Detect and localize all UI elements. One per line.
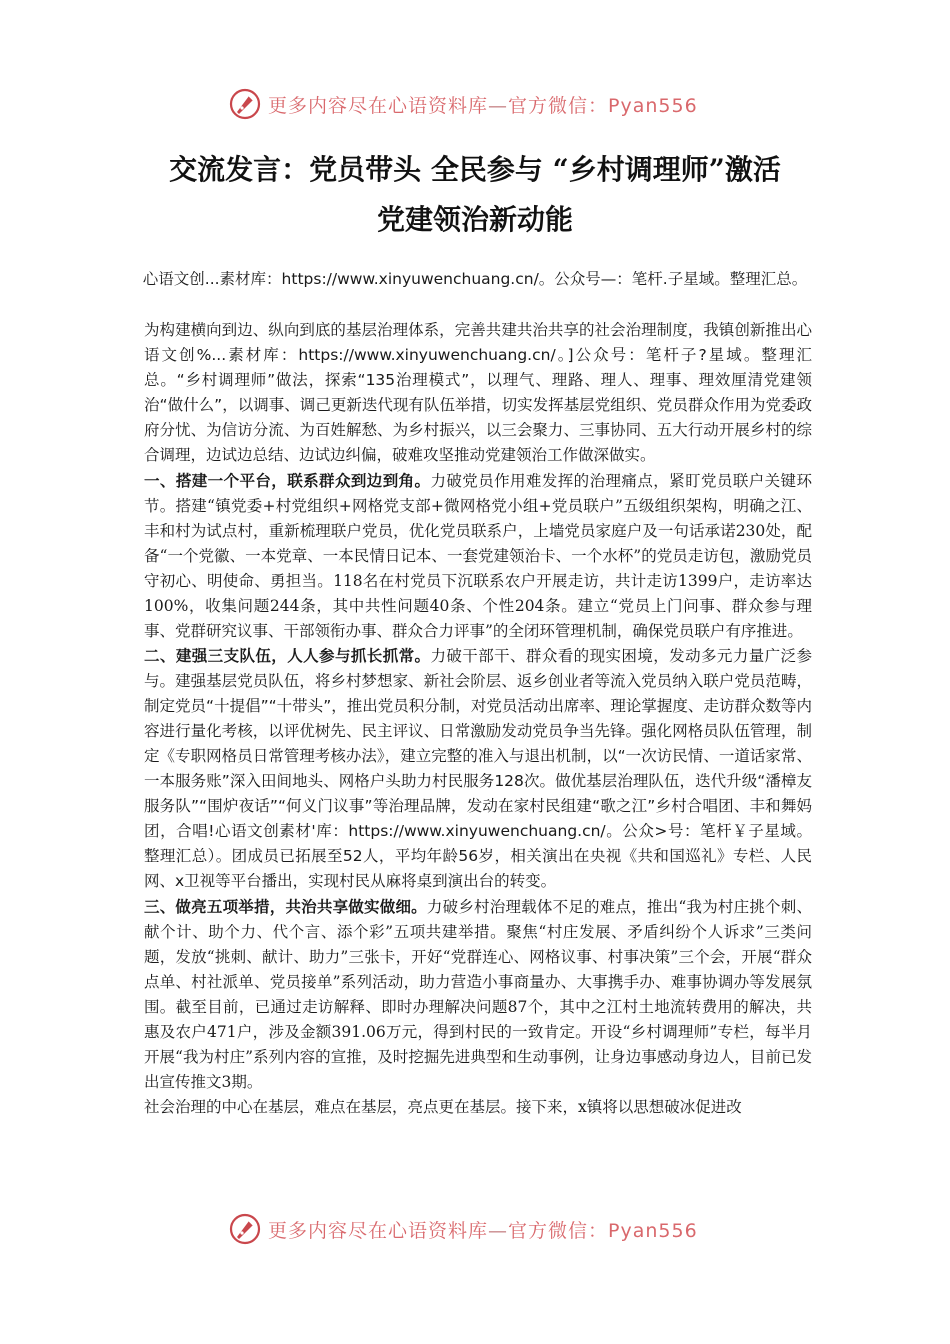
section-1-heading: 一、搭建一个平台，联系群众到边到角。: [144, 471, 431, 490]
banner-content: [228, 1209, 698, 1249]
section-1-body: 力破党员作用难发挥的治理痛点，紧盯党员联户关键环节。搭建“镇党委+村党组织+网格党支部+微网格党小组+党员联户”五级组织架构，明确之江、丰和村为试点村，重新梳理联户党员，优化党员联系户，上墙党员家庭户及一句话承诺230处，配备“一个党徽、一本党章、一本民情日记本、一套党建领治卡、一个水杯”的党员走访包，激励党员守初心、明使命、勇担当。118名在村党员下沉联系农户开展走访，共计走访1399户，走访率达100%，收集问题244条，其中共性问题40条、个性204条。建立“党员上门问事、群众参与理事、党群研究议事、干部领衔办事、群众合力评事”的全闭环管理机制，确保党员联户有序推进。: [144, 472, 812, 640]
section-3-body: 力破乡村治理载体不足的难点，推出“我为村庄挑个刺、献个计、助个力、代个言、添个彩”五项共建举措。聚焦“村庄发展、矛盾纠纷个人诉求”三类问题，发放“挑刺、献计、助力”三张卡，开好“党群连心、网格议事、村事决策”三个会，开展“群众点单、村社派单、党员接单”系列活动，助力营造小事商量办、大事携手办、难事协调办等发展氛围。截至目前，已通过走访解释、即时办理解决问题87个，其中之江村土地流转费用的解决，共惠及农户471户，涉及金额391.06万元，得到村民的一致肯定。开设“乡村调理师”专栏，每半月开展“我为村庄”系列内容的宣推，及时挖掘先进典型和生动事例，让身边事感动身边人，目前已发出宣传推文3期。: [144, 898, 812, 1091]
section-3-heading: 三、做亮五项举措，共治共享做实做细。: [144, 897, 427, 916]
document-body: [144, 318, 812, 1120]
source-line: 心语文创...素材库：https://www.xinyuwenchuang.cn/。公众号—：笔杆.子星域。整理汇总。: [142, 270, 808, 288]
banner-content: [228, 84, 698, 124]
title-line-1: 交流发言：党员带头 全民参与 “乡村调理师”激活: [169, 153, 781, 186]
banner-main-text: 更多内容尽在心语资料库: [268, 94, 489, 117]
pen-nib-circle-icon: [228, 87, 262, 121]
closing-paragraph: 社会治理的中心在基层，难点在基层，亮点更在基层。接下来，x镇将以思想破冰促进改: [144, 1098, 742, 1116]
banner-wechat-text: 官方微信：Pyan556: [508, 94, 698, 117]
pen-nib-circle-icon: [228, 1212, 262, 1246]
section-3-paragraph: [144, 894, 812, 1095]
banner-text: [268, 1216, 698, 1243]
section-2-body: 力破干部干、群众看的现实困境，发动多元力量广泛参与。建强基层党员队伍，将乡村梦想家、新社会阶层、返乡创业者等流入党员纳入联户党员范畴，制定党员“十提倡”“十带头”，推出党员积分制，对党员活动出席率、理论掌握度、走访群众数等内容进行量化考核，以评优树先、民主评议、日常激励发动党员争当先锋。强化网格员队伍管理，制定《专职网格员日常管理考核办法》，建立完整的准入与退出机制，以“一次访民情、一道话家常、一本服务账”深入田间地头、网格户头助力村民服务128次。做优基层治理队伍，迭代升级“潘樟友服务队”“围炉夜话”“何义门议事”等治理品牌，发动在家村民组建“歌之江”乡村合唱团、丰和舞妈团，合唱!心语文创素材'库：https://www.xinyuwenchuang.cn/。公众>号：笔杆￥子星域。整理汇总）。团成员已拓展至52人，平均年龄56岁，相关演出在央视《共和国巡礼》专栏、人民网、x卫视等平台播出，实现村民从麻将桌到演出台的转变。: [144, 647, 812, 890]
page-title: [100, 145, 850, 245]
footer-banner: [0, 1209, 950, 1249]
section-2-paragraph: [144, 644, 812, 894]
banner-dash: —: [488, 1219, 509, 1242]
banner-text: [268, 91, 698, 118]
section-1-paragraph: [144, 468, 812, 644]
intro-paragraph: 为构建横向到边、纵向到底的基层治理体系，完善共建共治共享的社会治理制度，我镇创新推出心语文创%...素材库：https://www.xinyuwenchuang.cn/。]公众号：笔杆子?星域。整理汇总。“乡村调理师”做法，探索“135治理模式”，以理气、理路、理人、理事、理效厘清党建领治“做什么”，以调事、调己更新迭代现有队伍举措，切实发挥基层党组织、党员群众作用为党委政府分忧、为信访分流、为百姓解愁、为乡村振兴，以三会聚力、三事协同、五大行动开展乡村的综合调理，边试边总结、边试边纠偏，破难攻坚推动党建领治工作做深做实。: [144, 321, 812, 464]
banner-wechat-text: 官方微信：Pyan556: [508, 1219, 698, 1242]
header-banner: [0, 84, 950, 124]
banner-dash: —: [488, 94, 509, 117]
section-2-heading: 二、建强三支队伍，人人参与抓长抓常。: [144, 647, 431, 665]
banner-main-text: 更多内容尽在心语资料库: [268, 1219, 489, 1242]
title-line-2: 党建领治新动能: [376, 203, 573, 236]
